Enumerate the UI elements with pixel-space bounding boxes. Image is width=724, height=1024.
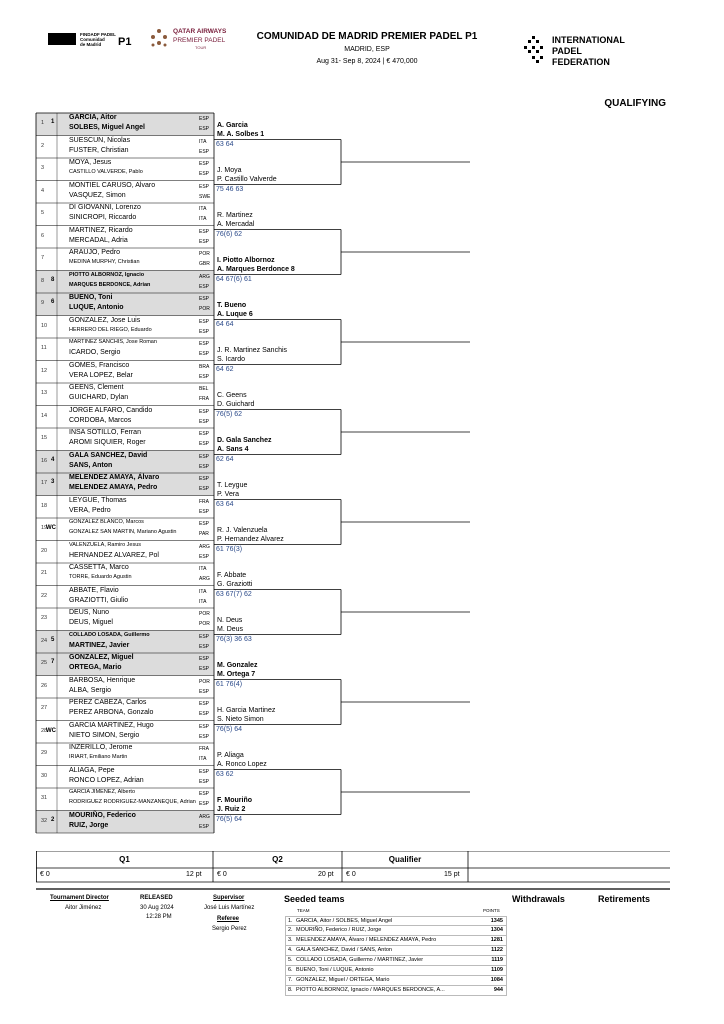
player-name: MELENDEZ AMAYA, Álvaro <box>69 474 160 481</box>
seed-rank: 1. <box>288 918 293 924</box>
player-nationality: ITA <box>199 588 207 595</box>
player-nationality: ESP <box>199 711 210 717</box>
entry-number: 2 <box>41 142 45 149</box>
player-name: VALENZUELA, Ramiro Jesus <box>69 541 142 548</box>
seed-rank: 8. <box>288 987 293 993</box>
entry-number: 27 <box>41 705 48 711</box>
entry-wildcard: WC <box>46 525 56 531</box>
seed-row <box>285 926 507 936</box>
entry-number: 13 <box>41 390 48 396</box>
q1-winner-name: G. Graziotti <box>217 580 253 588</box>
player-name: MARTINEZ, Javier <box>69 641 130 649</box>
q1-winner-name: M. Ortega 7 <box>217 670 256 678</box>
player-name: MEDINA MURPHY, Christian <box>69 259 140 265</box>
seed-rank: 2. <box>288 927 293 933</box>
entry-number: 6 <box>41 232 45 239</box>
seed-rank: 7. <box>288 977 293 983</box>
player-name: PEREZ ARBONA, Gonzalo <box>69 709 154 716</box>
player-nationality: FRA <box>199 498 209 505</box>
seeded-teams-label: Seeded teams <box>284 894 345 904</box>
q1-winner-name: M. Gonzalez <box>217 661 258 669</box>
player-name: DI GIOVANNI, Lorenzo <box>69 204 141 211</box>
player-name: HERRERO DEL RIEGO, Eduardo <box>69 326 152 333</box>
player-nationality: ESP <box>199 733 210 740</box>
entry-number: 21 <box>41 570 48 576</box>
player-name: AROMI SIQUIER, Roger <box>69 439 146 446</box>
entry-number: 31 <box>41 795 48 801</box>
q1-winner-name: J. R. Martinez Sanchis <box>217 346 288 354</box>
player-name: GARCIA JIMENEZ, Alberto <box>69 789 136 795</box>
player-name: MELENDEZ AMAYA, Pedro <box>69 484 158 491</box>
player-nationality: ESP <box>199 408 210 415</box>
seed-team: MELENDEZ AMAYA, Álvaro / MELENDEZ AMAYA, Pedro <box>296 937 437 943</box>
tournament-title: COMUNIDAD DE MADRID PREMIER PADEL P1 <box>256 31 478 42</box>
seed-row <box>285 976 507 986</box>
entry-number: 18 <box>41 502 48 509</box>
player-name: VERA LOPEZ, Belar <box>69 371 133 379</box>
q1-prize: € 0 <box>40 871 50 878</box>
player-nationality: ESP <box>199 148 210 155</box>
player-name: ALIAGA, Pepe <box>69 766 115 774</box>
svg-text:QATAR AIRWAYS: QATAR AIRWAYS <box>173 28 227 35</box>
entry-seed: 5 <box>51 636 55 643</box>
player-name: HERNANDEZ ALVAREZ, Pol <box>69 551 159 559</box>
player-nationality: POR <box>199 251 210 257</box>
q1-winner-name: A. Marques Berdonce 8 <box>217 265 295 273</box>
entry-seed: 2 <box>51 816 55 823</box>
q1-winner-name: N. Deus <box>217 616 243 624</box>
player-nationality: ESP <box>199 373 210 380</box>
q1-winner-name: A. Ronco Lopez <box>217 760 267 768</box>
seed-row <box>285 936 507 946</box>
seeded-entry-shade <box>36 293 214 316</box>
player-nationality: ESP <box>199 318 210 325</box>
player-name: MOURIÑO, Federico <box>69 811 136 819</box>
player-nationality: ESP <box>199 171 210 177</box>
entry-seed: 7 <box>51 659 55 665</box>
entry-seed: 6 <box>51 299 55 305</box>
entry-seed: 8 <box>51 276 55 283</box>
player-nationality: ESP <box>199 183 210 190</box>
player-name: MERCADAL, Adria <box>69 236 128 244</box>
entry-seed: 4 <box>51 456 55 463</box>
q1-winner-name: J. Ruiz 2 <box>217 805 246 813</box>
player-nationality: POR <box>199 611 210 617</box>
seed-rank: 3. <box>288 937 293 943</box>
player-nationality: ESP <box>199 463 210 470</box>
q1-winner-name: H. Garcia Martinez <box>217 706 276 714</box>
player-name: GONZALEZ SAN MARTIN, Mariano Agustin <box>69 529 177 535</box>
entry-number: 11 <box>41 345 47 351</box>
tournament-director-name: Aitor Jiménez <box>65 905 102 911</box>
entry-number: 5 <box>41 210 45 216</box>
q1-label: Q1 <box>119 855 130 864</box>
player-nationality: ESP <box>199 666 210 672</box>
q1-score: 76(6) 62 <box>216 230 243 238</box>
player-name: ALBA, Sergio <box>69 686 112 694</box>
q1-score: 76(5) 62 <box>216 410 243 418</box>
svg-text:P1: P1 <box>118 36 132 48</box>
player-name: JORGE ALFARO, Candido <box>69 406 153 414</box>
player-nationality: ITA <box>199 216 207 222</box>
player-nationality: ARG <box>199 576 210 582</box>
player-nationality: ESP <box>199 688 210 695</box>
player-name: PIOTTO ALBORNOZ, Ignacio <box>69 271 145 278</box>
player-nationality: ESP <box>199 633 210 640</box>
seed-row <box>285 916 507 926</box>
entry-wildcard: WC <box>46 727 56 734</box>
player-name: MARTINEZ SANCHIS, Jose Roman <box>69 339 157 345</box>
player-nationality: ITA <box>199 598 207 605</box>
player-name: TORRE, Eduardo Agustin <box>69 574 132 580</box>
player-nationality: SWE <box>199 193 211 200</box>
entry-number: 7 <box>41 255 45 261</box>
q1-winner-name: S. Nieto Simon <box>217 715 264 723</box>
player-nationality: ESP <box>199 778 210 785</box>
player-name: BUENO, Toni <box>69 294 113 301</box>
seed-team: BUENO, Toni / LUQUE, Antonio <box>296 967 374 973</box>
seed-row <box>285 956 507 966</box>
player-nationality: ARG <box>199 813 210 820</box>
player-nationality: ESP <box>199 723 210 730</box>
player-name: BARBOSA, Henrique <box>69 676 136 684</box>
svg-text:FEDERATION: FEDERATION <box>552 57 610 67</box>
svg-text:PADEL: PADEL <box>552 46 582 56</box>
player-name: PEREZ CABEZA, Carlos <box>69 699 147 706</box>
section-title: QUALIFYING <box>604 98 666 109</box>
entry-number: 28 <box>41 727 48 734</box>
q1-winner-name: F. Abbate <box>217 571 247 579</box>
player-nationality: ESP <box>199 521 210 527</box>
player-name: SOLBES, Miguel Angel <box>69 124 145 131</box>
player-nationality: PAR <box>199 531 209 537</box>
player-nationality: ESP <box>199 116 210 122</box>
player-nationality: GBR <box>199 261 210 267</box>
seed-points: 1119 <box>491 957 503 963</box>
seed-row <box>285 966 507 976</box>
seed-points: 1345 <box>490 918 503 924</box>
player-name: FUSTER, Christian <box>69 146 129 154</box>
retirements-label: Retirements <box>598 894 651 904</box>
player-nationality: ESP <box>199 656 210 662</box>
q1-winner-name: P. Aliaga <box>217 751 244 759</box>
q1-score: 76(5) 64 <box>216 815 243 823</box>
entry-seed: 3 <box>51 479 55 485</box>
player-nationality: ESP <box>199 476 210 482</box>
supervisor-label: Supervisor <box>213 895 245 901</box>
q1-winner-name: D. Guichard <box>217 400 255 408</box>
entry-number: 10 <box>41 322 48 329</box>
entry-number: 30 <box>41 772 48 779</box>
points-strip <box>36 851 670 883</box>
q1-winner-name: R. Martinez <box>217 211 253 219</box>
q2-label: Q2 <box>272 855 283 864</box>
player-nationality: ESP <box>199 296 210 302</box>
player-name: INSA SOTILLO, Ferran <box>69 429 141 436</box>
q1-winner-name: J. Moya <box>217 166 242 174</box>
player-name: GRAZIOTTI, Giulio <box>69 596 129 604</box>
entry-number: 1 <box>41 120 45 126</box>
player-nationality: ESP <box>199 453 210 460</box>
seed-points: 1084 <box>490 977 503 983</box>
player-name: COLLADO LOSADA, Guillermo <box>69 631 150 638</box>
seed-team: GALA SANCHEZ, David / SANS, Anton <box>296 947 392 953</box>
player-name: LUQUE, Antonio <box>69 304 124 311</box>
player-nationality: ESP <box>199 553 210 560</box>
qualifier-label: Qualifier <box>388 855 422 864</box>
q1-score: 64 62 <box>216 365 234 373</box>
entry-number: 29 <box>41 750 48 756</box>
supervisor-name: José Luis Martínez <box>204 905 255 911</box>
q1-winner-name: A. Garcia <box>217 121 248 129</box>
entry-number: 20 <box>41 547 48 554</box>
player-nationality: ESP <box>199 283 210 290</box>
player-name: GOMES, Francisco <box>69 361 130 369</box>
player-nationality: FRA <box>199 396 209 402</box>
player-nationality: BRA <box>199 363 210 370</box>
released-time: 12:28 PM <box>146 914 172 920</box>
q1-score: 61 76(4) <box>216 680 243 688</box>
entry-number: 16 <box>41 457 48 464</box>
q1-winner-name: A. Mercadal <box>217 220 255 228</box>
entry-number: 19 <box>41 525 48 531</box>
player-nationality: ESP <box>199 351 210 357</box>
q1-score: 76(5) 64 <box>216 725 243 733</box>
player-nationality: ESP <box>199 431 210 437</box>
seed-rank: 6. <box>288 967 293 973</box>
player-nationality: ESP <box>199 791 210 797</box>
entry-number: 26 <box>41 682 48 689</box>
player-nationality: ITA <box>199 138 207 145</box>
q1-winner-name: P. Hernandez Alvarez <box>217 535 284 543</box>
q1-winner-name: P. Castillo Valverde <box>217 175 277 183</box>
player-name: DEUS, Miguel <box>69 619 113 626</box>
footer-divider <box>36 888 670 890</box>
player-name: LEYGUE, Thomas <box>69 496 127 504</box>
player-name: CASTILLO VALVERDE, Pablo <box>69 169 143 175</box>
entry-number: 23 <box>41 615 48 621</box>
player-name: GONZALEZ, Miguel <box>69 654 134 661</box>
player-name: RONCO LOPEZ, Adrian <box>69 776 144 784</box>
player-name: VASQUEZ, Simon <box>69 191 126 199</box>
q1-score: 76(3) 36 63 <box>216 635 252 643</box>
q1-points: 12 pt <box>186 871 202 878</box>
player-nationality: ESP <box>199 801 210 807</box>
q1-winner-name: A. Luque 6 <box>217 310 253 318</box>
player-nationality: POR <box>199 306 210 312</box>
player-name: VERA, Pedro <box>69 506 111 514</box>
player-name: INZERILLO, Jerome <box>69 744 133 751</box>
q1-score: 63 64 <box>216 140 234 148</box>
player-nationality: ESP <box>199 701 210 707</box>
player-name: CORDOBA, Marcos <box>69 416 132 424</box>
player-name: SINICROPI, Riccardo <box>69 214 137 221</box>
player-nationality: ESP <box>199 126 210 132</box>
entry-number: 24 <box>41 637 48 644</box>
q1-winner-name: M. A. Solbes 1 <box>217 130 265 138</box>
referee-name: Sergio Perez <box>212 926 247 932</box>
seed-rank: 4. <box>288 947 293 953</box>
tournament-director-label: Tournament Director <box>50 895 109 901</box>
player-name: GEENS, Clement <box>69 384 124 391</box>
seed-team: GONZALEZ, Miguel / ORTEGA, Mario <box>296 977 390 983</box>
entry-number: 32 <box>41 817 48 824</box>
player-nationality: ESP <box>199 238 210 245</box>
points-header: POINTS <box>483 908 500 913</box>
tournament-location: MADRID, ESP <box>344 46 390 53</box>
svg-text:FINDADF PADEL: FINDADF PADEL <box>80 32 116 37</box>
entry-number: 25 <box>41 660 48 666</box>
player-name: CASSETTA, Marco <box>69 564 129 571</box>
player-name: SUESCUN, Nicolas <box>69 136 131 144</box>
q1-winner-name: I. Piotto Albornoz <box>217 256 275 264</box>
player-nationality: FRA <box>199 746 209 752</box>
referee-label: Referee <box>217 916 240 922</box>
q1-score: 62 64 <box>216 455 234 463</box>
player-nationality: ESP <box>199 328 210 335</box>
player-name: ABBATE, Flavio <box>69 586 119 594</box>
qualifier-prize: € 0 <box>346 871 356 878</box>
entry-number: 15 <box>41 435 48 441</box>
entry-number: 17 <box>41 480 48 486</box>
q1-winner-name: T. Bueno <box>217 301 247 309</box>
q1-winner-name: M. Deus <box>217 625 244 633</box>
svg-text:PREMIER PADEL: PREMIER PADEL <box>173 37 226 44</box>
player-name: IRIART, Emiliano Martin <box>69 754 128 760</box>
svg-text:de Madrid: de Madrid <box>80 42 102 47</box>
player-name: ICARDO, Sergio <box>69 349 121 356</box>
seed-rank: 5. <box>288 957 293 963</box>
player-nationality: POR <box>199 678 210 685</box>
q1-winner-name: F. Mouriño <box>217 796 252 804</box>
player-name: GONZALEZ BLANCO, Marcos <box>69 519 144 525</box>
seed-team: GARCIA, Aitor / SOLBES, Miguel Angel <box>296 918 393 924</box>
player-nationality: ESP <box>199 508 210 515</box>
team-header: TEAM <box>297 908 310 913</box>
player-nationality: ESP <box>199 441 210 447</box>
qualifier-points: 15 pt <box>444 871 460 878</box>
player-nationality: POR <box>199 621 210 627</box>
player-nationality: ITA <box>199 566 207 572</box>
player-name: GARCIA, Aitor <box>69 114 117 121</box>
player-name: GALA SANCHEZ, David <box>69 451 148 459</box>
q1-score: 63 64 <box>216 500 234 508</box>
svg-text:INTERNATIONAL: INTERNATIONAL <box>552 35 625 45</box>
seed-points: 944 <box>493 987 503 993</box>
q1-winner-name: C. Geens <box>217 391 247 399</box>
player-name: DEUS, Nuno <box>69 609 110 616</box>
player-nationality: ESP <box>199 341 210 347</box>
player-name: GONZALEZ, Jose Luis <box>69 316 141 324</box>
tournament-dates: Aug 31- Sep 8, 2024 | € 470,000 <box>316 58 418 65</box>
entry-number: 8 <box>41 277 45 284</box>
seed-team: COLLADO LOSADA, Guillermo / MARTINEZ, Javier <box>296 957 424 963</box>
q1-winner-name: A. Sans 4 <box>217 445 249 453</box>
player-nationality: ARG <box>199 543 210 550</box>
entry-number: 3 <box>41 165 45 171</box>
player-nationality: ITA <box>199 756 207 762</box>
player-nationality: ESP <box>199 486 210 492</box>
player-nationality: ESP <box>199 768 210 775</box>
player-nationality: ESP <box>199 643 210 650</box>
q1-winner-name: P. Vera <box>217 490 240 498</box>
q2-points: 20 pt <box>318 871 334 878</box>
player-nationality: ESP <box>199 161 210 167</box>
player-name: MONTIEL CARUSO, Alvaro <box>69 181 156 189</box>
seed-points: 1109 <box>491 967 503 973</box>
entry-number: 9 <box>41 300 45 306</box>
player-name: RODRIGUEZ RODRIGUEZ-MANZANEQUE, Adrian <box>69 799 196 805</box>
player-nationality: ITA <box>199 206 207 212</box>
q1-winner-name: R. J. Valenzuela <box>217 526 268 534</box>
q2-prize: € 0 <box>217 871 227 878</box>
player-name: SANS, Anton <box>69 461 113 469</box>
player-name: GUICHARD, Dylan <box>69 394 129 401</box>
player-nationality: BEL <box>199 386 209 392</box>
player-nationality: ESP <box>199 823 210 830</box>
q1-score: 61 76(3) <box>216 545 243 553</box>
seed-points: 1122 <box>491 947 503 953</box>
entry-seed: 1 <box>51 119 55 125</box>
seed-team: PIOTTO ALBORNOZ, Ignacio / MARQUES BERDONCE, A... <box>296 987 445 993</box>
withdrawals-label: Withdrawals <box>512 894 565 904</box>
seed-team: MOURIÑO, Federico / RUIZ, Jorge <box>296 927 382 933</box>
released-date: 30 Aug 2024 <box>140 905 174 911</box>
entry-number: 22 <box>41 592 48 599</box>
entry-number: 4 <box>41 187 45 194</box>
player-name: MOYA, Jesus <box>69 159 112 166</box>
seed-row <box>285 986 507 996</box>
q1-score: 75 46 63 <box>216 185 244 193</box>
player-nationality: ESP <box>199 418 210 425</box>
entry-number: 12 <box>41 367 48 374</box>
player-name: ARAUJO, Pedro <box>69 249 120 256</box>
player-name: ORTEGA, Mario <box>69 664 122 671</box>
q1-winner-name: S. Icardo <box>217 355 246 363</box>
q1-winner-name: D. Gala Sanchez <box>217 436 272 444</box>
q1-score: 63 62 <box>216 770 234 778</box>
seed-points: 1281 <box>490 937 503 943</box>
player-name: MARQUES BERDONCE, Adrian <box>69 281 151 288</box>
q1-score: 64 67(6) 61 <box>216 275 252 283</box>
player-name: GARCIA MARTINEZ, Hugo <box>69 721 154 729</box>
entry-number: 14 <box>41 412 48 419</box>
player-nationality: ARG <box>199 273 210 280</box>
player-name: RUIZ, Jorge <box>69 821 109 829</box>
q1-score: 64 64 <box>216 320 234 328</box>
q1-score: 63 67(7) 62 <box>216 590 252 598</box>
svg-text:TOUR: TOUR <box>195 45 207 50</box>
player-nationality: ESP <box>199 228 210 235</box>
seed-row <box>285 946 507 956</box>
q1-winner-name: T. Leygue <box>217 481 248 489</box>
seed-points: 1304 <box>490 927 503 933</box>
released-label: RELEASED <box>140 895 173 901</box>
svg-text:Comunidad: Comunidad <box>80 37 105 42</box>
player-name: NIETO SIMON, Sergio <box>69 731 140 739</box>
player-name: MARTINEZ, Ricardo <box>69 226 133 234</box>
